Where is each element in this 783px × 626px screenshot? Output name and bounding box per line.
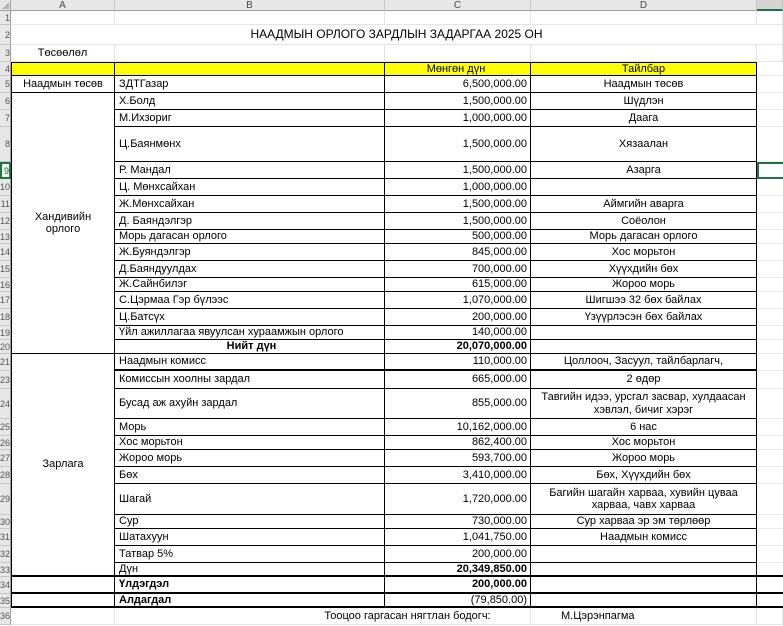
cell-B1[interactable] [115,11,385,25]
footer-accountant-name[interactable]: М.Цэрэнпагма [531,608,757,625]
cell-C4[interactable]: Мөнгөн дүн [385,62,531,76]
cell-A4[interactable] [11,62,115,76]
cell-D6[interactable]: Шүдлэн [531,93,757,110]
cell-D1[interactable] [531,11,757,25]
row-header-17[interactable]: 17 [0,292,11,309]
cell-A3[interactable]: Төсөөлөл [11,45,115,62]
row-header-3[interactable]: 3 [0,45,11,62]
cell-B14[interactable]: Ж.Буяндэлгэр [115,244,385,261]
sheet-title[interactable]: НААДМЫН ОРЛОГО ЗАРДЛЫН ЗАДАРГАА 2025 ОН [11,25,783,45]
cell-B18[interactable]: Ц.Батсүх [115,309,385,326]
cell-D24[interactable]: Тавгийн идээ, урсгал засвар, хулдаасан хэвлэл, бичиг хэрэг [531,389,757,419]
cell-C8[interactable]: 1,500,000.00 [385,127,531,162]
cell-B20[interactable]: Нийт дүн [115,340,385,354]
cell-E17[interactable] [757,292,783,309]
row-header-5[interactable]: 5 [0,76,11,93]
cell-C28[interactable]: 3,410,000.00 [385,467,531,484]
cell-E3[interactable] [757,45,783,62]
row-header-11[interactable]: 11 [0,196,11,213]
cell-C29[interactable]: 1,720,000.00 [385,484,531,515]
row-header-21[interactable]: 21 [0,354,11,371]
cell-A35[interactable] [11,594,115,608]
cell-C12[interactable]: 1,500,000.00 [385,213,531,230]
cell-D12[interactable]: Соёолон [531,213,757,230]
cell-B35[interactable]: Алдагдал [115,594,385,608]
cell-E15[interactable] [757,261,783,278]
cell-D10[interactable] [531,179,757,196]
cell-C16[interactable]: 615,000.00 [385,278,531,292]
cell-E30[interactable] [757,515,783,529]
row-header-36[interactable]: 36 [0,608,11,625]
cell-B6[interactable]: Х.Болд [115,93,385,110]
cell-C19[interactable]: 140,000.00 [385,326,531,340]
cell-D23[interactable]: 2 өдөр [531,371,757,389]
cell-B16[interactable]: Ж.Сайнбилэг [115,278,385,292]
cell-B15[interactable]: Д.Баяндуулдах [115,261,385,278]
cell-C11[interactable]: 1,500,000.00 [385,196,531,213]
row-header-31[interactable]: 31 [0,529,11,546]
cell-C21[interactable]: 110,000.00 [385,354,531,371]
select-all-corner[interactable] [0,0,11,11]
cell-C31[interactable]: 1,041,750.00 [385,529,531,546]
cell-B30[interactable]: Сур [115,515,385,529]
col-header-E-partial[interactable] [757,0,783,11]
selected-cell-E9[interactable] [757,162,783,179]
cell-E10[interactable] [757,179,783,196]
row-header-13[interactable]: 13 [0,230,11,244]
cell-D31[interactable]: Наадмын комисс [531,529,757,546]
cell-D7[interactable]: Даага [531,110,757,127]
row-header-23[interactable]: 23 [0,371,11,389]
cell-D11[interactable]: Аймгийн аварга [531,196,757,213]
cell-C9[interactable]: 1,500,000.00 [385,162,531,179]
cell-D14[interactable]: Хос морьтон [531,244,757,261]
cell-E25[interactable] [757,419,783,436]
cell-C30[interactable]: 730,000.00 [385,515,531,529]
cell-D30[interactable]: Сур харваа эр эм төрлөөр [531,515,757,529]
cell-C6[interactable]: 1,500,000.00 [385,93,531,110]
cell-C35[interactable]: (79,850.00) [385,594,531,608]
cell-B8[interactable]: Ц.Баянмөнх [115,127,385,162]
cell-D5[interactable]: Наадмын төсөв [531,76,757,93]
cell-C32[interactable]: 200,000.00 [385,546,531,563]
cell-C17[interactable]: 1,070,000.00 [385,292,531,309]
row-header-7[interactable]: 7 [0,110,11,127]
row-header-33[interactable]: 33 [0,563,11,577]
cell-D35[interactable] [531,594,757,608]
cell-B19[interactable]: Үйл ажиллагаа явуулсан хураамжын орлого [115,326,385,340]
cell-B34[interactable]: Үлдэгдэл [115,577,385,594]
cell-D13[interactable]: Морь дагасан орлого [531,230,757,244]
row-header-12[interactable]: 12 [0,213,11,230]
cell-C26[interactable]: 862,400.00 [385,436,531,450]
cell-A1[interactable] [11,11,115,25]
cell-D4[interactable]: Тайлбар [531,62,757,76]
cell-C15[interactable]: 700,000.00 [385,261,531,278]
cell-E6[interactable] [757,93,783,110]
cell-C27[interactable]: 593,700.00 [385,450,531,467]
cell-E29[interactable] [757,484,783,515]
cell-D27[interactable]: Жороо морь [531,450,757,467]
cell-E36[interactable] [757,608,783,625]
cell-B5[interactable]: ЗДТГазар [115,76,385,93]
cell-B17[interactable]: С.Цэрмаа Гэр бүлээс [115,292,385,309]
cell-A21-merged[interactable]: Зарлага [11,354,115,577]
cell-E5[interactable] [757,76,783,93]
cell-B21[interactable]: Наадмын комисс [115,354,385,371]
row-header-16[interactable]: 16 [0,278,11,292]
col-header-A[interactable]: A [11,0,115,11]
cell-D18[interactable]: Үзүүрлэсэн бөх байлах [531,309,757,326]
cell-A36[interactable] [11,608,115,625]
cell-B12[interactable]: Д. Баяндэлгэр [115,213,385,230]
col-header-C[interactable]: C [385,0,531,11]
cell-D26[interactable]: Хос морьтон [531,436,757,450]
cell-B13[interactable]: Морь дагасан орлого [115,230,385,244]
cell-D29[interactable]: Багийн шагайн харваа, хувийн цуваа харваа, чавх харваа [531,484,757,515]
col-header-D[interactable]: D [531,0,757,11]
cell-B23[interactable]: Комиссын хоолны зардал [115,371,385,389]
row-header-34[interactable]: 34 [0,577,11,594]
row-header-27[interactable]: 27 [0,450,11,467]
row-header-35[interactable]: 35 [0,594,11,608]
row-header-28[interactable]: 28 [0,467,11,484]
cell-E4[interactable] [757,62,783,76]
col-header-B[interactable]: B [115,0,385,11]
cell-D33[interactable] [531,563,757,577]
cell-E11[interactable] [757,196,783,213]
row-header-8[interactable]: 8 [0,127,11,162]
cell-D8[interactable]: Хязаалан [531,127,757,162]
row-header-32[interactable]: 32 [0,546,11,563]
cell-E18[interactable] [757,309,783,326]
cell-B29[interactable]: Шагай [115,484,385,515]
cell-E33[interactable] [757,563,783,577]
cell-C10[interactable]: 1,000,000.00 [385,179,531,196]
cell-E23[interactable] [757,371,783,389]
row-header-20[interactable]: 20 [0,340,11,354]
cell-E21[interactable] [757,354,783,371]
cell-D3[interactable] [531,45,757,62]
row-header-4[interactable]: 4 [0,62,11,76]
cell-D25[interactable]: 6 нас [531,419,757,436]
cell-D16[interactable]: Жороо морь [531,278,757,292]
cell-E8[interactable] [757,127,783,162]
row-header-9[interactable]: 9 [0,162,11,179]
cell-D15[interactable]: Хүүхдийн бөх [531,261,757,278]
row-header-26[interactable]: 26 [0,436,11,450]
cell-E34[interactable] [757,577,783,594]
cell-D34[interactable] [531,577,757,594]
cell-C14[interactable]: 845,000.00 [385,244,531,261]
cell-E35[interactable] [757,594,783,608]
cell-C23[interactable]: 665,000.00 [385,371,531,389]
cell-B10[interactable]: Ц. Мөнхсайхан [115,179,385,196]
cell-B32[interactable]: Татвар 5% [115,546,385,563]
row-header-15[interactable]: 15 [0,261,11,278]
cell-D21[interactable]: Цоллооч, Засуул, тайлбарлагч, [531,354,757,371]
cell-B25[interactable]: Морь [115,419,385,436]
cell-E16[interactable] [757,278,783,292]
row-header-1[interactable]: 1 [0,11,11,25]
cell-E32[interactable] [757,546,783,563]
cell-E14[interactable] [757,244,783,261]
row-header-2[interactable]: 2 [0,25,11,45]
row-header-18[interactable]: 18 [0,309,11,326]
cell-D9[interactable]: Азарга [531,162,757,179]
row-header-30[interactable]: 30 [0,515,11,529]
cell-C3[interactable] [385,45,531,62]
cell-C24[interactable]: 855,000.00 [385,389,531,419]
cell-C33[interactable]: 20,349,850.00 [385,563,531,577]
cell-B9[interactable]: Р. Мандал [115,162,385,179]
cell-B3[interactable] [115,45,385,62]
row-header-14[interactable]: 14 [0,244,11,261]
row-header-25[interactable]: 25 [0,419,11,436]
row-header-6[interactable]: 6 [0,93,11,110]
cell-E20[interactable] [757,340,783,354]
cell-B33[interactable]: Дүн [115,563,385,577]
cell-A6-merged[interactable]: Хандивийн орлого [11,93,115,354]
cell-E24[interactable] [757,389,783,419]
row-header-29[interactable]: 29 [0,484,11,515]
cell-E31[interactable] [757,529,783,546]
footer-accountant-label[interactable]: Тооцоо гаргасан нягтлан бодогч: [115,608,531,625]
cell-D20[interactable] [531,340,757,354]
cell-B31[interactable]: Шатахуун [115,529,385,546]
cell-C7[interactable]: 1,000,000.00 [385,110,531,127]
row-header-10[interactable]: 10 [0,179,11,196]
cell-C13[interactable]: 500,000.00 [385,230,531,244]
cell-A5-merged[interactable]: Наадмын төсөв [11,76,115,93]
cell-E7[interactable] [757,110,783,127]
row-header-24[interactable]: 24 [0,389,11,419]
cell-E12[interactable] [757,213,783,230]
cell-C1[interactable] [385,11,531,25]
cell-E26[interactable] [757,436,783,450]
cell-B26[interactable]: Хос морьтон [115,436,385,450]
cell-E27[interactable] [757,450,783,467]
cell-E19[interactable] [757,326,783,340]
cell-C34[interactable]: 200,000.00 [385,577,531,594]
cell-D32[interactable] [531,546,757,563]
cell-B27[interactable]: Жороо морь [115,450,385,467]
cell-D19[interactable] [531,326,757,340]
cell-B28[interactable]: Бөх [115,467,385,484]
cell-B7[interactable]: М.Ихзориг [115,110,385,127]
cell-D28[interactable]: Бөх, Хүүхдийн бөх [531,467,757,484]
cell-E1[interactable] [757,11,783,25]
cell-E13[interactable] [757,230,783,244]
cell-B11[interactable]: Ж.Мөнхсайхан [115,196,385,213]
cell-A34[interactable] [11,577,115,594]
cell-C5[interactable]: 6,500,000.00 [385,76,531,93]
cell-D17[interactable]: Шигшээ 32 бөх байлах [531,292,757,309]
cell-C25[interactable]: 10,162,000.00 [385,419,531,436]
cell-B24[interactable]: Бусад аж ахуйн зардал [115,389,385,419]
cell-C20[interactable]: 20,070,000.00 [385,340,531,354]
cell-B4[interactable] [115,62,385,76]
cell-C18[interactable]: 200,000.00 [385,309,531,326]
row-header-19[interactable]: 19 [0,326,11,340]
cell-E28[interactable] [757,467,783,484]
